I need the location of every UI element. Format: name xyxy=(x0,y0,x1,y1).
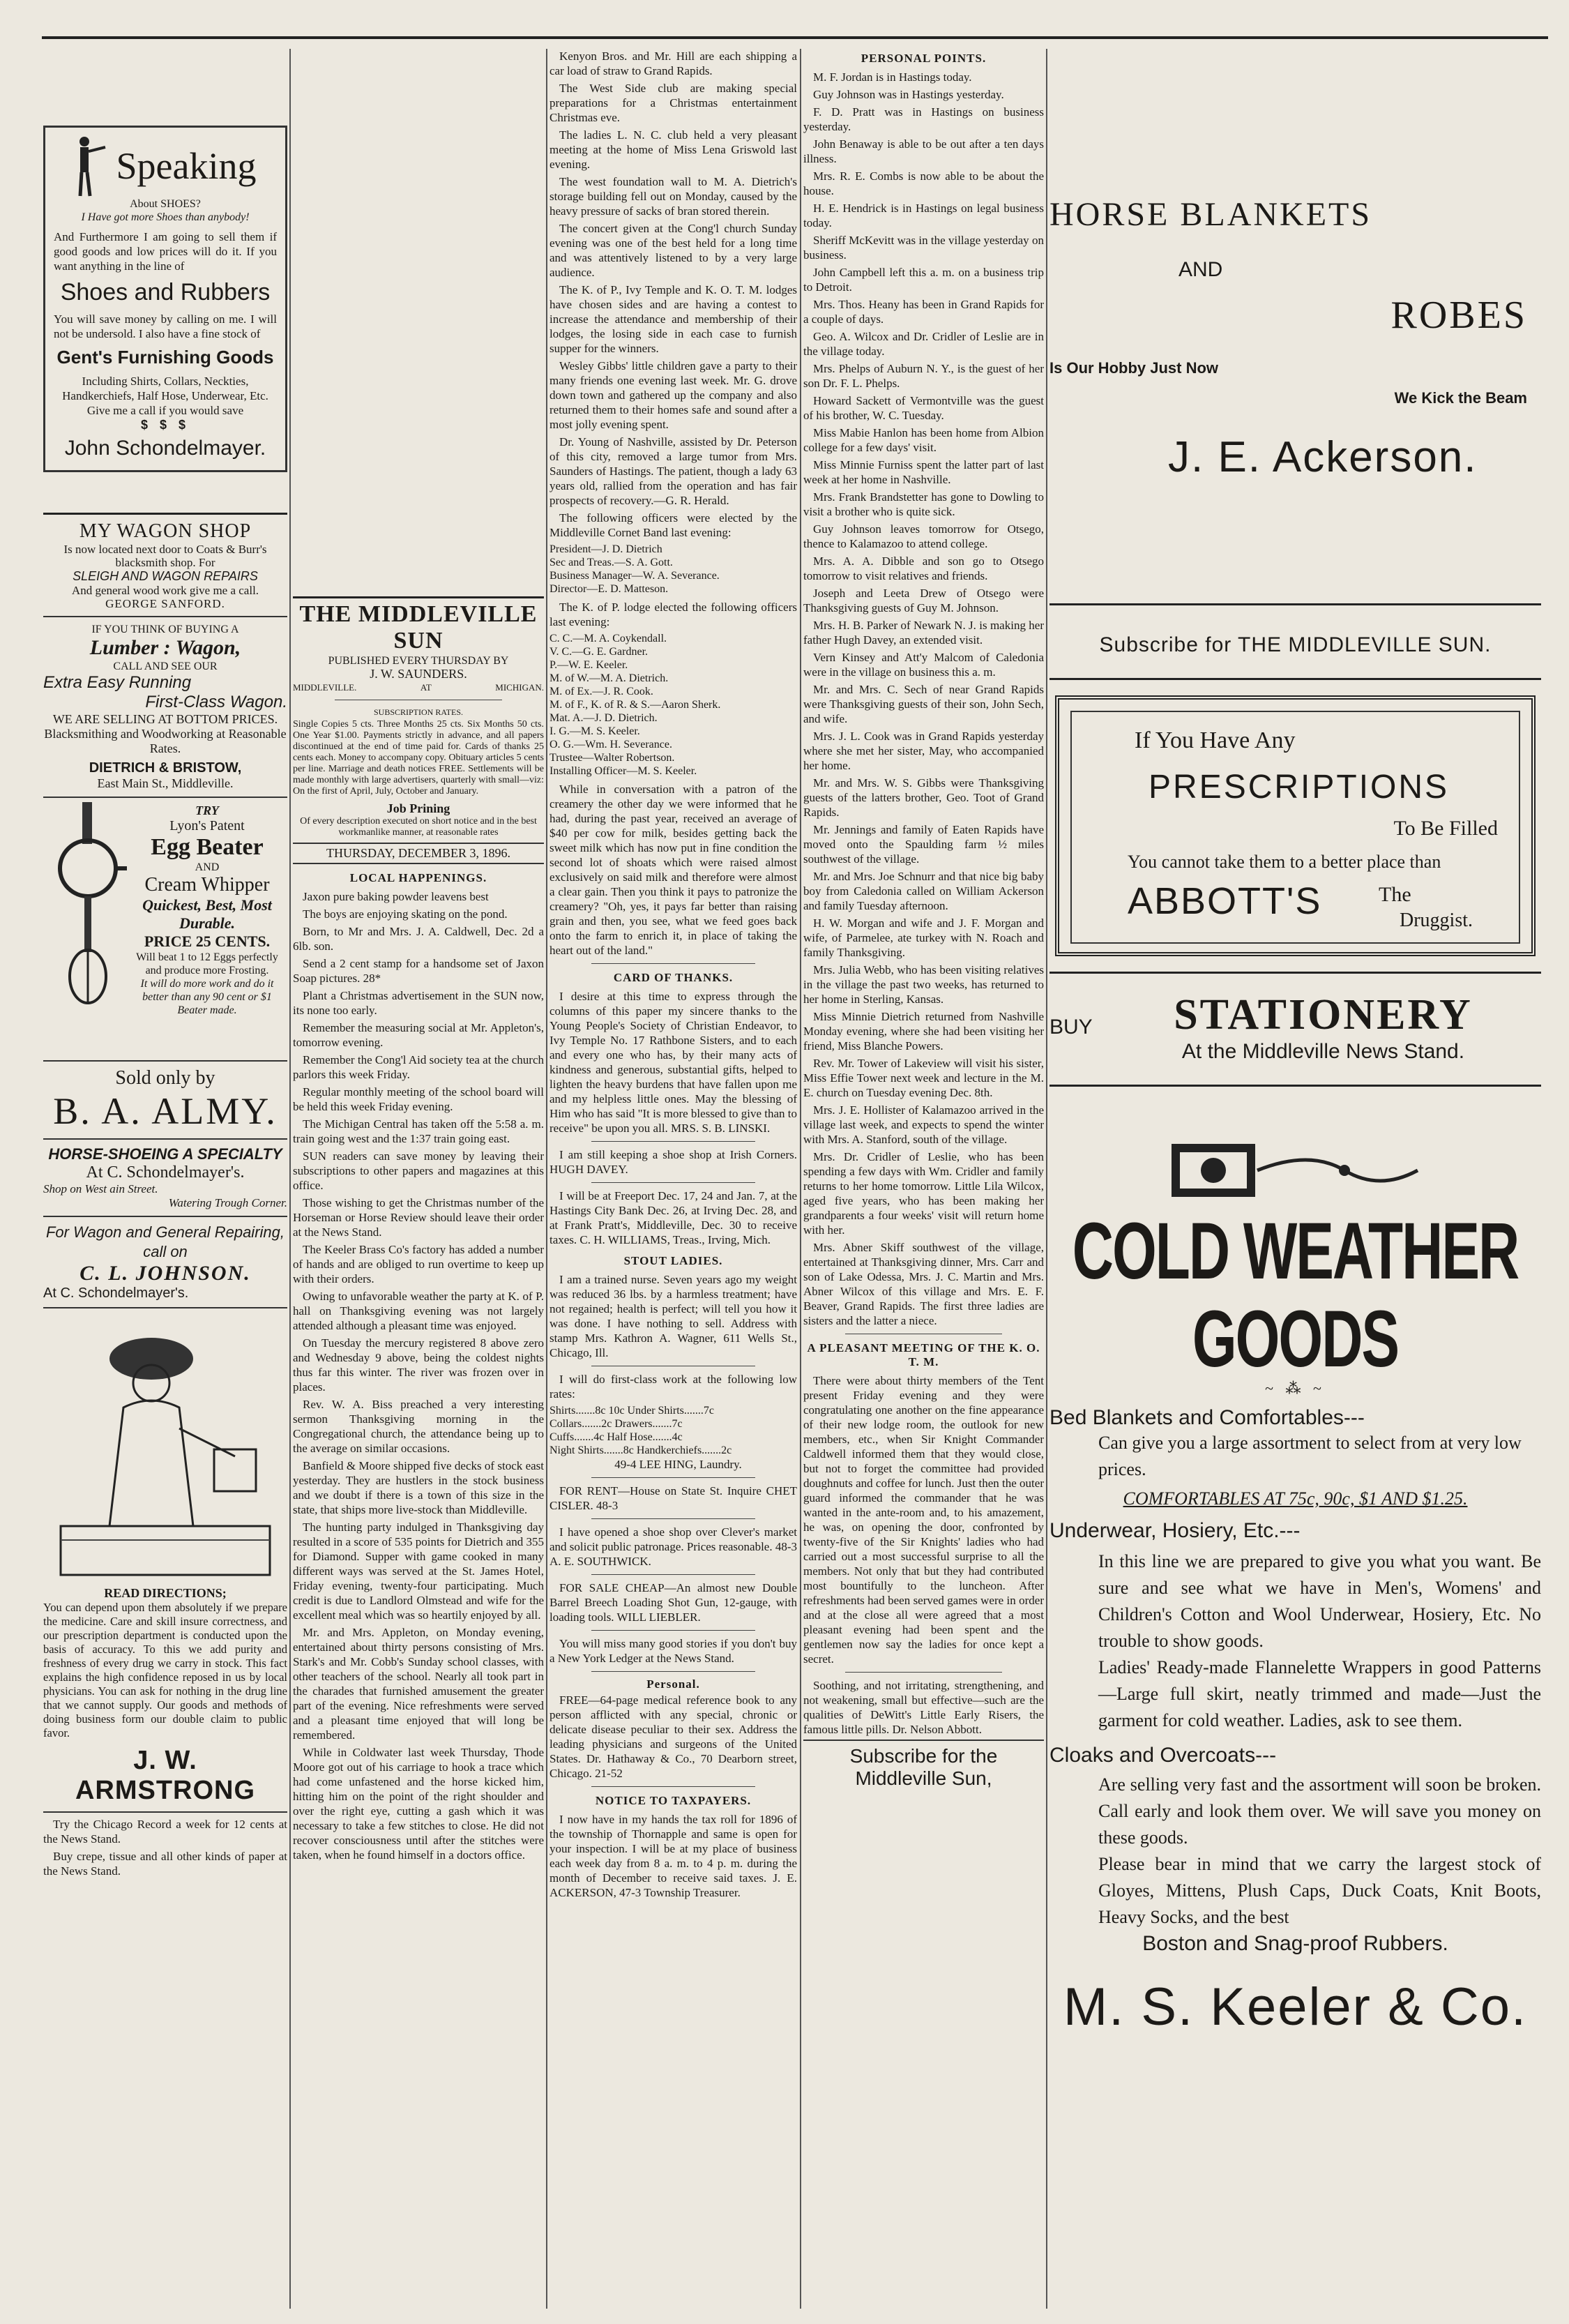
band-officers xyxy=(549,543,797,596)
kp-officers xyxy=(549,632,797,778)
egg-price: PRICE 25 CENTS. xyxy=(144,933,271,950)
kp-officer: Trustee—Walter Robertson. xyxy=(549,752,675,764)
speaking-title: Speaking xyxy=(116,145,257,187)
kp-officer: I. G.—M. S. Keeler. xyxy=(549,725,640,737)
johnson-p: For Wagon and General Repairing, call on xyxy=(45,1223,285,1260)
personal-item: M. F. Jordan is in Hastings today. xyxy=(813,70,972,84)
local-item: The hunting party indulged in Thanksgiving day resulted in a score of 535 points for Dietrich and 355 for Diamond. Supper with game cooked in many different ways was served at the St. James Hotel, Friday evening, twenty-four participating. Much credit is due to Landlord Olmstead and wife for the excellent meal which was so heartily enjoyed by all. xyxy=(293,1521,544,1622)
prescriptions-title: PRESCRIPTIONS xyxy=(1149,769,1450,806)
prescriptions-ad xyxy=(1055,695,1536,956)
wagon-sleigh: SLEIGH AND WAGON REPAIRS xyxy=(73,569,258,583)
lumber-line2: Lumber : Wagon, xyxy=(89,636,241,659)
egg-lyon: Lyon's Patent xyxy=(169,818,245,833)
personal-item: F. D. Pratt was in Hastings on business yesterday. xyxy=(803,105,1044,133)
local-item: Remember the Cong'l Aid society tea at the church parlors this week Friday. xyxy=(293,1053,544,1081)
lumber-line9: East Main St., Middleville. xyxy=(97,776,234,790)
personal-item: Mrs. H. B. Parker of Newark N. J. is making her father Hugh Davey, an extended visit. xyxy=(803,619,1044,647)
card-of-thanks: I desire at this time to express through the columns of this paper my sincere thanks to the Young People's Society of Christian Endeavor, to Ivy Temple No. 17 Rathbone Sisters, and to each and every one who has, by their many acts of kindness and generous, substantial gifts, helped to lighten the heavy burdens that have fallen upon me and my helpless little ones. May the blessing of Him who has said "It is more blessed to give than to receive" be upon you all. MRS. S. B. LINSKI. xyxy=(549,990,797,1135)
lumber-line3: CALL AND SEE OUR xyxy=(113,661,218,672)
local-item: Jaxon pure baking powder leavens best xyxy=(303,890,489,903)
cannot-take: You cannot take them to a better place than xyxy=(1128,852,1441,872)
armstrong-body: You can depend upon them absolutely if we prepare the medicine. Care and skill insure correctness, and our prescription department is conducted upon the basis of accuracy. To this we add purity and freshness of every drug we carry in stock. This fact explains the high confidence reposed in us by local physicians. You can ask for nothing in the drug line that we cannot supply. Our goods and methods of doing business form our double claim to public favor. xyxy=(43,1601,287,1740)
job-printing-desc: Of every description executed on short notice and in the best workmanlike manner, at reasonable rates xyxy=(300,816,537,838)
personal-item: H. E. Hendrick is in Hastings on legal business today. xyxy=(803,202,1044,229)
news-item: The K. of P., Ivy Temple and K. O. T. M. lodges have chosen sides and are having a contest to increase the attendance and membership of their lodges, the losing side in each case to furnish supper for the winners. xyxy=(549,283,797,355)
personal-item: Howard Sackett of Vermontville was the guest of his brother, W. C. Tuesday. xyxy=(803,394,1044,422)
southwick-notice: I have opened a shoe shop over Clever's market and solicit public patronage. Prices reasonable. 48-3 A. E. SOUTHWICK. xyxy=(549,1525,797,1568)
personal-item: Miss Minnie Dietrich returned from Nashville Monday evening, where she had been visiting her friend, Miss Blanche Powers. xyxy=(803,1010,1044,1052)
kp-officer: C. C.—M. A. Coykendall. xyxy=(549,633,667,644)
taxpayers-notice: I now have in my hands the tax roll for 1896 of the township of Thornapple and same is open for your inspection. I will be at my place of business each week day from 8 a. m. to 4 p. m. during the month of December to receive said taxes. J. E. ACKERSON, 47-3 Township Treasurer. xyxy=(549,1813,797,1899)
for-rent: FOR RENT—House on State St. Inquire CHET CISLER. 48-3 xyxy=(549,1484,797,1512)
column-5 xyxy=(1049,49,1541,2309)
laundry-intro: I will do first-class work at the following low rates: xyxy=(549,1373,797,1401)
speaking-about: About SHOES? xyxy=(130,198,201,210)
please-text: Please bear in mind that we carry the largest stock of Gloyes, Mittens, Plush Caps, Duck Coats, Knit Boots, Heavy Socks, and the best xyxy=(1098,1854,1541,1927)
speaking-shoes: Shoes and Rubbers xyxy=(60,279,271,305)
kp-officer: M. of Ex.—J. R. Cook. xyxy=(549,686,653,697)
kp-officer: Installing Officer—M. S. Keeler. xyxy=(549,765,697,777)
personal-item: Mrs. Thos. Heany has been in Grand Rapids for a couple of days. xyxy=(803,298,1044,326)
personal-item: Mrs. Julia Webb, who has been visiting relatives in the village the past two weeks, has returned to her home in Sterling, Kansas. xyxy=(803,963,1044,1006)
personal-item: Mr. and Mrs. W. S. Gibbs were Thanksgiving guests of the latters brother, Geo. Toot of Grand Rapids. xyxy=(803,776,1044,819)
blankets-and: AND xyxy=(1178,258,1223,281)
news-item: The west foundation wall to M. A. Dietrich's storage building fell out on Monday, caused by the heavy pressure of sacks of bran stored therein. xyxy=(549,175,797,218)
subscribe-banner: Subscribe for THE MIDDLEVILLE SUN. xyxy=(1049,605,1541,680)
local-item: The Michigan Central has taken off the 5:58 a. m. train going west and the 1:37 train going east. xyxy=(293,1117,544,1145)
personal-item: Mrs. Dr. Cridler of Leslie, who has been spending a few days with Wm. Cridler and family returns to her home tomorrow. Little Lila Wilcox, aged five years, who has been making her grandparents a four weeks' visit will return home with her. xyxy=(803,1150,1044,1237)
column-3 xyxy=(549,49,797,2309)
local-item: Those wishing to get the Christmas number of the Horseman or Horse Review should leave their order at the News Stand. xyxy=(293,1196,544,1239)
speaking-gents: Gent's Furnishing Goods xyxy=(56,347,274,368)
kp-officer: V. C.—G. E. Gardner. xyxy=(549,646,649,658)
lumber-wagon-ad xyxy=(43,617,287,798)
bed-text: Can give you a large assortment to select from at very low prices. xyxy=(1098,1433,1522,1479)
subscribe-notice: Subscribe for the Middleville Sun, xyxy=(803,1740,1044,1790)
for-sale: FOR SALE CHEAP—An almost new Double Barrel Breech Loading Shot Gun, 12-gauge, with loading tools. WILL LIEBLER. xyxy=(549,1581,797,1624)
almy-ad xyxy=(43,1062,287,1140)
news-item: The West Side club are making special preparations for a Christmas entertainment Christmas eve. xyxy=(549,82,797,124)
egg-quickest: Quickest, Best, Most Durable. xyxy=(142,896,272,932)
armstrong-ad xyxy=(43,1308,287,1813)
bed-title: Bed Blankets and Comfortables--- xyxy=(1049,1406,1365,1429)
kp-officer: P.—W. E. Keeler. xyxy=(549,659,628,671)
laundry-rate: Night Shirts.......8c Handkerchiefs.......2c xyxy=(549,1444,732,1456)
horse-title: HORSE-SHOEING A SPECIALTY xyxy=(48,1145,282,1163)
underwear-title: Underwear, Hosiery, Etc.--- xyxy=(1049,1519,1301,1542)
armstrong-read: READ DIRECTIONS; xyxy=(104,1586,227,1600)
subscription-rates: Single Copies 5 cts. Three Months 25 cts. Six Months 50 cts. One Year $1.00. Payments strictly in advance, and all papers discontinued at the end of time paid for. Cards of thanks 25 cents each. Money to accompany copy. Obituary articles 5 cents per line. Marriage and death notices FREE. Settlements will be made monthly with large advertisers, quarterly with small—viz: On the first of April, July, October and January. xyxy=(293,719,544,797)
kotm-title: A PLEASANT MEETING OF THE K. O. T. M. xyxy=(807,1341,1040,1368)
personal-item: Sheriff McKevitt was in the village yesterday on business. xyxy=(803,234,1044,262)
news-paragraphs xyxy=(549,49,797,540)
local-item: Born, to Mr and Mrs. J. A. Caldwell, Dec. 2d a 6lb. son. xyxy=(293,925,544,953)
to-be-filled: To Be Filled xyxy=(1393,817,1498,840)
egg-cream: Cream Whipper xyxy=(144,874,270,896)
local-item: SUN readers can save money by leaving their subscriptions to other papers and magazines at this office. xyxy=(293,1149,544,1192)
place-left: MIDDLEVILLE. xyxy=(293,682,357,693)
johnson-name: C. L. JOHNSON. xyxy=(79,1262,251,1285)
personal-item: John Benaway is able to be out after a ten days illness. xyxy=(803,137,1044,165)
place-at: AT xyxy=(420,682,432,693)
ornament-icon xyxy=(1049,1142,1541,1198)
kp-officer: Mat. A.—J. D. Dietrich. xyxy=(549,712,658,724)
underwear-text: In this line we are prepared to give you what you want. Be sure and see what we have in Men's, Womens' and Children's Cotton and Wool Underwear, Hosiery, Etc. No trouble to show goods. xyxy=(1098,1551,1541,1651)
local-happenings-title: LOCAL HAPPENINGS. xyxy=(349,871,487,884)
local-item: Mr. and Mrs. Appleton, on Monday evening, entertained about thirty persons consisting of Mrs. Stark's and Mr. Cobb's Sunday school classes, with other teachers of the school. Nearly all took part in the charades that furnished amusement the greater part of the evening. Nice refreshments were served and a pleasant time enjoyed that will long be remembered. xyxy=(293,1626,544,1742)
keeler-name: M. S. Keeler & Co. xyxy=(1063,1977,1528,2037)
personal-item: Miss Minnie Furniss spent the latter part of last week at her home in Nashville. xyxy=(803,458,1044,486)
armstrong-name: J. W. ARMSTRONG xyxy=(75,1746,256,1805)
card-of-thanks-title: CARD OF THANKS. xyxy=(613,971,734,984)
ladies-wrappers-text: Ladies' Ready-made Flannelette Wrappers in good Patterns—Large full skirt, neatly trimmed and made—Just the garment for cold weather. Ladies, ask to see them. xyxy=(1098,1657,1541,1730)
blankets-title: HORSE BLANKETS xyxy=(1049,196,1372,233)
lumber-line8: DIETRICH & BRISTOW, xyxy=(89,760,242,776)
egg-beater-ad xyxy=(43,798,287,1062)
pointing-man-icon xyxy=(75,135,107,197)
robes-title: ROBES xyxy=(1390,294,1527,337)
band-officer: Business Manager—W. A. Severance. xyxy=(549,570,720,582)
news-item: Dr. Young of Nashville, assisted by Dr. Peterson of this city, removed a large tumor from Mrs. Saunders of Hastings. The patient, though a lady 63 years old, rallied from the operation and has fair prospects of recovery.—G. R. Herald. xyxy=(549,435,797,507)
wagon-shop-ad xyxy=(43,513,287,617)
personal-item: Mrs. A. A. Dibble and son go to Otsego tomorrow to visit relatives and friends. xyxy=(803,554,1044,582)
horse-blankets-ad xyxy=(1049,49,1541,605)
personal-title: Personal. xyxy=(646,1677,700,1691)
personal-item: Mrs. Abner Skiff southwest of the village, entertained at Thanksgiving dinner, Mrs. Carr and son of Lake Odessa, Mrs. J. C. Martin and Mrs. Abner Wilcox of this village and Mrs. E. F. Beaver, Grand Rapids. The first three ladies are sisters and the latter a niece. xyxy=(803,1241,1044,1327)
taxpayers-title: NOTICE TO TAXPAYERS. xyxy=(595,1794,752,1807)
personal-item: Mr. Jennings and family of Eaten Rapids have moved onto the Spaulding farm ½ miles southwest of the village. xyxy=(803,823,1044,866)
lumber-line4: Extra Easy Running xyxy=(43,673,192,692)
egg-beater-icon xyxy=(46,802,130,1004)
davey-notice: I am still keeping a shoe shop at Irish Corners. HUGH DAVEY. xyxy=(549,1148,797,1176)
top-rule xyxy=(42,36,1548,39)
personal-item: Vern Kinsey and Att'y Malcom of Caledonia were in the village on business this a. m. xyxy=(803,651,1044,679)
personal-item: Mrs. R. E. Combs is now able to be about the house. xyxy=(803,169,1044,197)
laundry-sig: 49-4 LEE HING, Laundry. xyxy=(614,1458,742,1471)
abbott-druggist: Druggist. xyxy=(1400,910,1473,931)
column-rule xyxy=(289,49,291,2309)
local-item: The boys are enjoying skating on the pond. xyxy=(303,907,508,921)
egg-will-beat: Will beat 1 to 12 Eggs perfectly and produce more Frosting. xyxy=(136,951,278,976)
horse-at: At C. Schondelmayer's. xyxy=(86,1163,245,1182)
column-rule xyxy=(800,49,801,2309)
speaking-dollars: $ $ $ xyxy=(140,418,190,432)
local-happenings xyxy=(293,889,544,1862)
laundry-rate: Shirts.......8c 10c Under Shirts.......7c xyxy=(549,1405,714,1417)
column-rule xyxy=(1046,49,1047,2309)
news-item: Wesley Gibbs' little children gave a party to their many friends one evening last week. Mr. G. drove down town and gathered up the company and also returned them to their homes safe and sound after a most jolly evening spent. xyxy=(549,359,797,431)
column-2 xyxy=(293,49,544,2309)
boston-rubbers: Boston and Snag-proof Rubbers. xyxy=(1142,1932,1448,1955)
local-item: On Tuesday the mercury registered 8 above zero and Wednesday 9 above, being the coldest nights thus far this winter. The river was frozen over in places. xyxy=(293,1336,544,1394)
speaking-para1: And Furthermore I am going to sell them if good goods and low prices will do it. If you want anything in the line of xyxy=(54,230,277,273)
personal-notice: FREE—64-page medical reference book to any person afflicted with any special, chronic or delicate disease peculiar to their sex. Address the leading physicians and surgeons of the United States. Dr. Hathaway & Co., 70 Dearborn street, Chicago. 21-52 xyxy=(549,1693,797,1780)
local-item: While in Coldwater last week Thursday, Thode Moore got out of his carriage to hook a trace which had come unfastened and the horse kicked him, hitting him on the point of the right shoulder and over the right eye, cutting a gash which it was necessary to take a few stitches to close. He did not recover consciousness until after the stitches were taken, when he found himself in a doctors office. xyxy=(293,1746,544,1862)
cloaks-title: Cloaks and Overcoats--- xyxy=(1049,1744,1277,1767)
column-1 xyxy=(43,49,287,2309)
williams-notice: I will be at Freeport Dec. 17, 24 and Jan. 7, at the Hastings City Bank Dec. 26, at Irving Dec. 28, and at Frank Pratt's, Middleville, Dec. 30 to receive taxes. C. H. WILLIAMS, Treas., Irving, Mich. xyxy=(549,1189,797,1246)
cold-weather-title: COLD WEATHER GOODS xyxy=(1072,1207,1519,1384)
band-officer: Director—E. D. Matteson. xyxy=(549,583,669,595)
issue-date: THURSDAY, DECEMBER 3, 1896. xyxy=(293,843,544,864)
lumber-line5: First-Class Wagon. xyxy=(145,693,287,711)
laundry-rate: Collars.......2c Drawers.......7c xyxy=(549,1418,683,1430)
ackerson-name: J. E. Ackerson. xyxy=(1168,433,1478,481)
lady-druggist-illustration xyxy=(43,1317,287,1582)
cloaks-text: Are selling very fast and the assortment will soon be broken. Call early and look them over. We will save you money on these goods. xyxy=(1098,1774,1541,1848)
column-rule xyxy=(546,49,547,2309)
notice-crepe-paper: Buy crepe, tissue and all other kinds of paper at the News Stand. xyxy=(43,1850,287,1878)
personal-item: Rev. Mr. Tower of Lakeview will visit his sister, Miss Effie Tower next week and lecture in the M. E. church on Tuesday evening Dec. 8th. xyxy=(803,1057,1044,1099)
stout-ladies: I am a trained nurse. Seven years ago my weight was reduced 36 lbs. by a harmless treatment; have not regained; health is perfect; will tell you how it was done. I have nothing to sell. Address with stamp Mrs. Kathron A. Wagner, 611 Wells St., Chicago, Ill. xyxy=(549,1273,797,1359)
abbotts-name: ABBOTT'S xyxy=(1128,880,1322,922)
kp-officer: O. G.—Wm. H. Severance. xyxy=(549,739,672,750)
local-item: Owing to unfavorable weather the party at K. of P. hall on Thanksgiving evening was not largely attended although a pleasant time was enjoyed. xyxy=(293,1290,544,1332)
speaking-para3: Including Shirts, Collars, Neckties, Handkerchiefs, Half Hose, Underwear, Etc. Give me a call if you would save xyxy=(62,375,268,417)
column-4 xyxy=(803,49,1044,2309)
personal-item: Geo. A. Wilcox and Dr. Cridler of Leslie are in the village today. xyxy=(803,330,1044,358)
hobby-line: Is Our Hobby Just Now xyxy=(1049,359,1219,377)
personal-points-title: PERSONAL POINTS. xyxy=(861,52,987,65)
ledger-notice: You will miss many good stories if you don't buy a New York Ledger at the News Stand. xyxy=(549,1637,797,1665)
abbott-the: The xyxy=(1379,883,1411,906)
egg-try: TRY xyxy=(195,803,219,817)
local-item: Remember the measuring social at Mr. Appleton's, tomorrow evening. xyxy=(293,1021,544,1049)
creamery-paragraph: While in conversation with a patron of the creamery the other day we were informed that he had, during the past year, received an average of $40 per cow for milk, besides getting back the sweet milk which has now put in fine condition the second lot of shoats which were raised almost exclusively on said milk and therefore were almost a clear gain. Then you think it pays to patronize the creamery? "Oh, yes, it pays far better than raising grain and then, you see, what we feed goes back onto the farm to enrich it, in place of taking the heart out of the land." xyxy=(549,783,797,957)
wagon-name: GEORGE SANFORD. xyxy=(105,597,225,610)
local-item: Plant a Christmas advertisement in the SUN now, its none too early. xyxy=(293,989,544,1017)
personal-item: Joseph and Leeta Drew of Otsego were Thanksgiving guests of Guy M. Johnson. xyxy=(803,587,1044,614)
personal-item: H. W. Morgan and wife and J. F. Morgan and wife, of Parmelee, ate turkey with N. Roach and family Thanksgiving. xyxy=(803,916,1044,959)
personal-item: Mrs. J. E. Hollister of Kalamazoo arrived in the village last week, and expects to spend the winter with Mrs. A. Stanford, south of the village. xyxy=(803,1103,1044,1146)
johnson-at: At C. Schondelmayer's. xyxy=(43,1285,189,1301)
job-printing-title: Job Prining xyxy=(386,801,450,815)
kp-officer: M. of W.—M. A. Dietrich. xyxy=(549,672,669,684)
masthead xyxy=(293,596,544,864)
local-item: The Keeler Brass Co's factory has added a number of hands and are obliged to run overtime to keep up with their orders. xyxy=(293,1243,544,1285)
personal-item: Mrs. J. L. Cook was in Grand Rapids yesterday where she met her sister, May, who accompanied her home. xyxy=(803,730,1044,772)
speaking-name: John Schondelmayer. xyxy=(64,437,266,460)
egg-title: Egg Beater xyxy=(151,834,264,860)
local-item: Regular monthly meeting of the school board will be held this week Friday evening. xyxy=(293,1085,544,1113)
comfortables-prices: COMFORTABLES AT 75c, 90c, $1 AND $1.25. xyxy=(1123,1488,1468,1509)
speaking-have-got: I Have got more Shoes than anybody! xyxy=(81,211,250,223)
local-item: Banfield & Moore shipped five decks of stock east yesterday. They are hustlers in the stock business and we doubt if there is a town of this size in the state, that ships more live-stock than Middleville. xyxy=(293,1459,544,1516)
lumber-line6: WE ARE SELLING AT BOTTOM PRICES. xyxy=(52,712,278,726)
personal-item: Mr. and Mrs. C. Sech of near Grand Rapids were Thanksgiving guests of their son, John Sech, and wife. xyxy=(803,683,1044,725)
lumber-line1: IF YOU THINK OF BUYING A xyxy=(91,624,239,635)
news-item: The ladies L. N. C. club held a very pleasant meeting at the home of Miss Lena Griswold last evening. xyxy=(549,128,797,171)
news-item: The following officers were elected by the Middleville Cornet Band last evening: xyxy=(549,511,797,539)
masthead-title: THE MIDDLEVILLE SUN xyxy=(299,601,538,654)
personal-item: Miss Mabie Hanlon has been home from Albion college for a few days' visit. xyxy=(803,426,1044,454)
local-item: Rev. W. A. Biss preached a very interesting sermon Thanksgiving morning in the Congregational church, the attendance being up to the average on similar occasions. xyxy=(293,1398,544,1455)
if-you-have: If You Have Any xyxy=(1135,727,1296,753)
news-item: Kenyon Bros. and Mr. Hill are each shipping a car load of straw to Grand Rapids. xyxy=(549,50,797,77)
wagon-title: MY WAGON SHOP xyxy=(79,520,252,542)
stationery-title: STATIONERY xyxy=(1174,991,1473,1039)
kp-intro: The K. of P. lodge elected the following officers last evening: xyxy=(549,601,797,628)
speaking-ad xyxy=(43,126,287,472)
kotm-paragraph: There were about thirty members of the Tent present Friday evening and they were congratulating one another on the fine appearance of their new lodge room, the outlook for new members, etc., when Sir Knight Commander Caldwell informed them that they would close, but not to forget the committee had provided doughnuts and coffee for lunch. Just then the outer guard informed the commander that he was wanted in the ante-room and, to his amazement, he was, on opening the door, confronted by twenty-five of the Sir Knights' ladies who had carried out a most successful surprise to all the members. Not only that but they had contributed most bountifully to the luncheon. After refreshments had been served games were in order and at the close all were agreed that a most pleasant evening had been spent and the gentlemen now say the ladies for once kept a secret. xyxy=(803,1374,1044,1666)
personal-item: John Campbell left this a. m. on a business trip to Detroit. xyxy=(803,266,1044,294)
speaking-para2: You will save money by calling on me. I will not be undersold. I also have a fine stock of xyxy=(54,312,277,340)
lumber-line7: Blacksmithing and Woodworking at Reasonable Rates. xyxy=(44,727,287,755)
buy-label: BUY xyxy=(1049,1015,1093,1039)
news-item: The concert given at the Cong'l church Sunday evening was one of the best held for a long time and was attentively listened to by a very large audience. xyxy=(549,222,797,279)
place-right: MICHIGAN. xyxy=(495,682,544,693)
kp-officer: M. of F., K. of R. & S.—Aaron Sherk. xyxy=(549,699,721,711)
wagon-p1: Is now located next door to Coats & Burr's blacksmith shop. For xyxy=(63,543,267,569)
horse-shoeing-ad xyxy=(43,1140,287,1217)
masthead-publisher: J. W. SAUNDERS. xyxy=(370,667,467,681)
notice-chicago-record: Try the Chicago Record a week for 12 cents at the News Stand. xyxy=(43,1818,287,1846)
band-officer: President—J. D. Dietrich xyxy=(549,543,662,555)
johnson-ad xyxy=(43,1217,287,1308)
egg-and: AND xyxy=(195,861,220,873)
personal-item: Guy Johnson leaves tomorrow for Otsego, thence to Kalamazoo to attend college. xyxy=(803,522,1044,550)
stationery-ad xyxy=(1049,972,1541,1087)
subscription-rates-title: SUBSCRIPTION RATES. xyxy=(373,707,464,717)
personal-item: Mrs. Frank Brandstetter has gone to Dowling to visit a brother who is quite sick. xyxy=(803,490,1044,518)
egg-it-will: It will do more work and do it better than any 90 cent or $1 Beater made. xyxy=(140,978,274,1016)
personal-item: Mr. and Mrs. Joe Schnurr and that nice big baby boy from Caledonia called on William Ackerson and family Tuesday afternoon. xyxy=(803,870,1044,912)
horse-shop: Shop on West ain Street. xyxy=(43,1182,158,1195)
band-officer: Sec and Treas.—S. A. Gott. xyxy=(549,557,673,568)
pills-notice: Soothing, and not irritating, strengthening, and not weakening, small but effective—such are the qualities of DeWitt's Little Early Risers, the famous little pills. Dr. Nelson Abbott. xyxy=(803,1679,1044,1736)
local-item: Send a 2 cent stamp for a handsome set of Jaxon Soap pictures. 28* xyxy=(293,957,544,985)
horse-trough: Watering Trough Corner. xyxy=(168,1196,287,1209)
almy-name: B. A. ALMY. xyxy=(53,1090,278,1132)
personal-item: Guy Johnson was in Hastings yesterday. xyxy=(813,88,1004,101)
stout-ladies-title: STOUT LADIES. xyxy=(623,1254,723,1267)
beam-line: We Kick the Beam xyxy=(1394,389,1527,407)
laundry-rate: Cuffs.......4c Half Hose.......4c xyxy=(549,1431,683,1443)
almy-sold: Sold only by xyxy=(115,1067,215,1089)
personal-item: Mrs. Phelps of Auburn N. Y., is the guest of her son Dr. F. L. Phelps. xyxy=(803,362,1044,390)
cold-weather-ad: COLD WEATHER GOODS ~ ⁂ ~ Bed Blankets and Comfortables--- Can give you a large assortment to select from at very low prices. COMFORTABLES AT 75c, 90c, $1 AND $1.25. Underwear, Hosiery, Etc.--- In this line we are prepared to give you what you want. Be sure and see what we have in Men's, Womens' and Children's Cotton and Wool Underwear, Hosiery, Etc. No trouble to show goods. Ladies' Ready-made Flannelette Wrappers in good Patterns—Large full skirt, neatly trimmed and made—Just the garment for cold weather. Ladies, ask to see them. Cloaks and Overcoats--- Are selling very fast and the assortment will soon be broken. Call early and look them over. We will save you money on these goods. Please bear in mind that we carry the largest stock of Gloyes, Mittens, Plush Caps, Duck Coats, Knit Boots, Heavy Socks, and the best Boston and Snag-proof Rubbers. M. S. Keeler & Co. xyxy=(1049,1087,1541,2037)
masthead-published: PUBLISHED EVERY THURSDAY BY xyxy=(328,655,509,667)
laundry-rates xyxy=(549,1404,797,1457)
personal-points xyxy=(803,70,1044,1328)
news-stand-line: At the Middleville News Stand. xyxy=(1181,1040,1465,1063)
wagon-p2: And general wood work give me a call. xyxy=(71,584,259,597)
